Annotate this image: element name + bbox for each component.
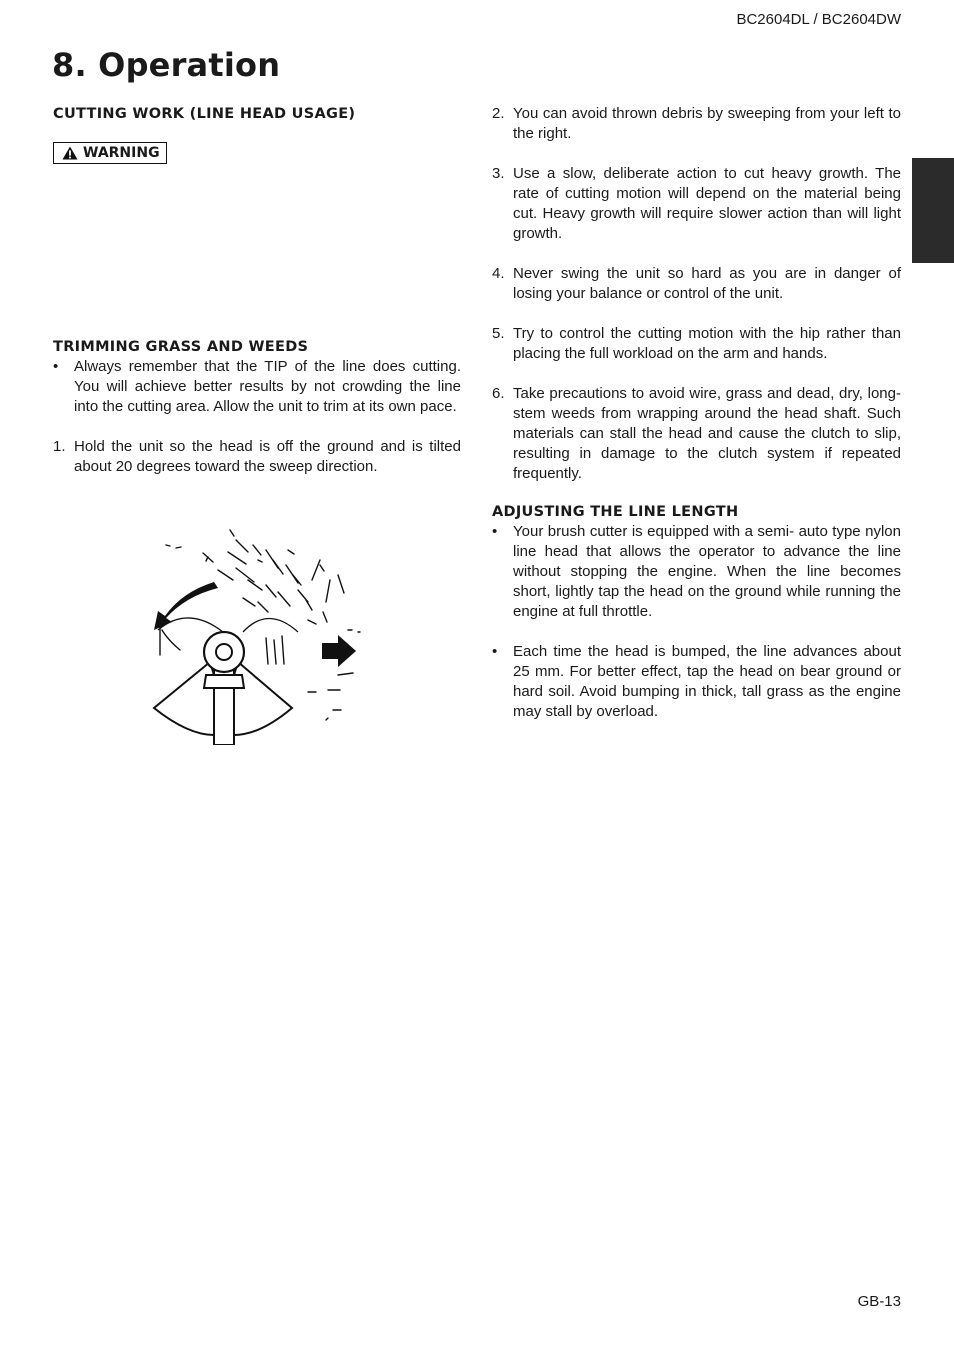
arrow-right-icon	[322, 635, 356, 667]
step-marker: 1.	[53, 438, 66, 455]
cutting-work-heading: CUTTING WORK (LINE HEAD USAGE)	[53, 106, 356, 122]
bullet-marker: •	[492, 643, 498, 660]
bullet-text: Each time the head is bumped, the line advances about 25 mm. For better effect, tap the head on bear ground or hard soil. Avoid bumping in thick, tall grass as the engine may stall by overload.	[513, 643, 901, 720]
page-number: GB-13	[857, 1293, 901, 1310]
sweep-direction-figure	[148, 520, 368, 745]
step-text: Hold the unit so the head is off the ground and is tilted about 20 degrees toward the sweep direction.	[74, 438, 461, 475]
bullet-text: Always remember that the TIP of the line does cutting. You will achieve better results by not crowding the line into the cutting area. Allow the unit to trim at its own pace.	[74, 358, 461, 415]
warning-label	[53, 142, 167, 164]
step-marker: 5.	[492, 325, 505, 342]
bullet-text: Your brush cutter is equipped with a semi- auto type nylon line head that allows the operator to advance the line without stopping the engine. When the line becomes short, lightly tap the head on the ground while running the engine at full throttle.	[513, 523, 901, 620]
step-4	[492, 264, 901, 304]
page-title: 8. Operation	[52, 46, 281, 84]
step-5	[492, 324, 901, 364]
step-text: Try to control the cutting motion with the hip rather than placing the full workload on the arm and hands.	[513, 325, 901, 362]
section-side-tab	[912, 158, 954, 263]
step-marker: 3.	[492, 165, 505, 182]
adjusting-heading: ADJUSTING THE LINE LENGTH	[492, 504, 739, 520]
bullet-marker: •	[492, 523, 498, 540]
warning-text: WARNING	[83, 145, 160, 161]
trimming-heading: TRIMMING GRASS AND WEEDS	[53, 339, 309, 355]
warning-triangle-icon	[62, 146, 78, 160]
step-text: You can avoid thrown debris by sweeping from your left to the right.	[513, 105, 901, 142]
adjusting-bullet-1	[492, 522, 901, 622]
step-text: Never swing the unit so hard as you are in danger of losing your balance or control of the unit.	[513, 265, 901, 302]
step-text: Use a slow, deliberate action to cut heavy growth. The rate of cutting motion will depend on the material being cut. Heavy growth will require slower action than will light growth.	[513, 165, 901, 242]
step-1	[53, 437, 461, 477]
step-marker: 6.	[492, 385, 505, 402]
step-6	[492, 384, 901, 484]
model-number: BC2604DL / BC2604DW	[736, 11, 901, 28]
right-column	[492, 104, 901, 722]
step-2	[492, 104, 901, 144]
step-marker: 4.	[492, 265, 505, 282]
left-column	[53, 104, 461, 477]
adjusting-bullet-2	[492, 642, 901, 722]
bullet-marker: •	[53, 358, 59, 375]
step-text: Take precautions to avoid wire, grass and dead, dry, long-stem weeds from wrapping around the head shaft. Such materials can stall the head and cause the clutch to slip, resulting in damage to the clutch system if repeated frequently.	[513, 385, 901, 482]
trimming-bullet	[53, 357, 461, 417]
step-marker: 2.	[492, 105, 505, 122]
step-3	[492, 164, 901, 244]
